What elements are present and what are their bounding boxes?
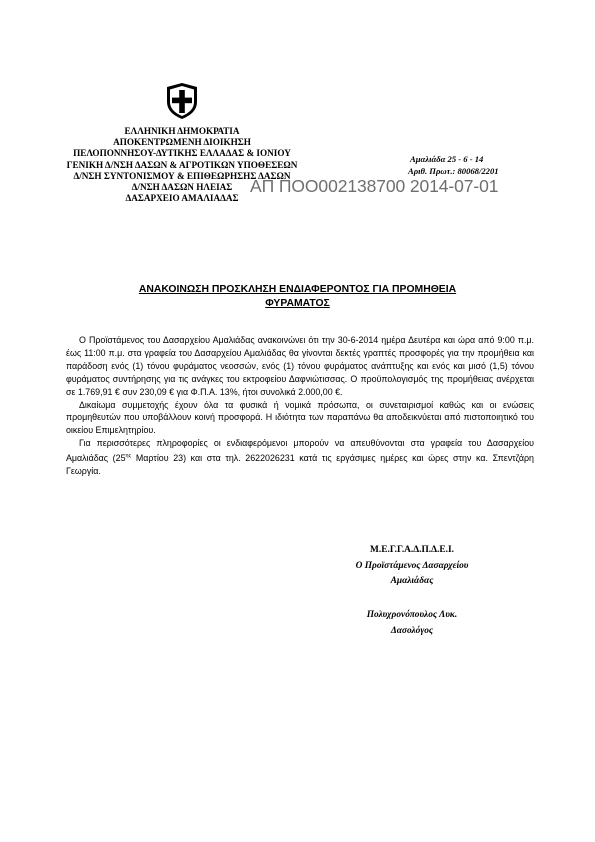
title-line-2: ΦΥΡΑΜΑΤΟΣ: [265, 297, 330, 309]
body-paragraph-3-end: Μαρτίου 23) και στα τηλ. 2622026231 κατά τις εργάσιμες ημέρες και ώρες στην κα. Σπεντζάρη Γεωργία.: [66, 453, 534, 477]
header-line-region: ΠΕΛΟΠΟΝΝΗΣΟΥ-ΔΥΤΙΚΗΣ ΕΛΛΑΔΑΣ & ΙΟΝΙΟΥ: [73, 148, 291, 159]
body-paragraph-1: Ο Προϊστάμενος του Δασαρχείου Αμαλιάδας ανακοινώνει ότι την 30-6-2014 ημέρα Δευτέρα και ώρα από 9:00 π.μ. έως 11:00 π.μ. στα γραφεία του Δασαρχείου Αμαλιάδας θα γίνονται δεκτές γραπτές προσφορές για την προμήθεια και παράδοση ενός (1) τόνου φυράματος νεοσσών, ενός (1) τόνου φυράματος ανάπτυξης και ενός και μισό (1,5) τόνου φυράματος συντήρησης για τις ανάγκες του εκτροφείου Δαφνιώτισσας. Ο προϋπολογισμός της προμήθειας ανέρχεται σε 1.769,91 € συν 230,09 € για Φ.Π.Α. 13%, ήτοι συνολικά 2.000,00 €.: [66, 335, 534, 397]
header-line-general-directorate: ΓΕΝΙΚΗ Δ/ΝΣΗ ΔΑΣΩΝ & ΑΓΡΟΤΙΚΩΝ ΥΠΟΘΕΣΕΩΝ: [66, 159, 298, 170]
signatory-role-line-2: Αμαλιάδας: [390, 576, 434, 587]
header-line-forest-directorate: Δ/ΝΣΗ ΔΑΣΩΝ ΗΛΕΙΑΣ: [131, 182, 233, 193]
date-protocol-block: [408, 154, 538, 177]
header-line-decentralized-admin: ΑΠΟΚΕΝΤΡΩΜΕΝΗ ΔΙΟΙΚΗΣΗ: [113, 137, 251, 148]
announcement-title: [60, 283, 535, 310]
header-line-coordination-directorate: Δ/ΝΣΗ ΣΥΝΤΟΝΙΣΜΟΥ & ΕΠΙΘΕΩΡΗΣΗΣ ΔΑΣΩΝ: [73, 170, 291, 181]
signatory-role-line-1: Ο Προϊστάμενος Δασαρχείου: [355, 560, 469, 571]
protocol-number: Αριθ. Πρωτ.: 80068/2201: [408, 165, 499, 176]
announcement-body: [66, 334, 534, 478]
signatory-position: Δασολόγος: [390, 625, 434, 636]
body-paragraph-3-start: Για περισσότερες πληροφορίες οι ενδιαφερόμενοι μπορούν να απευθύνονται στα γραφεία του Δασαρχείου Αμαλιάδας (25: [66, 438, 534, 464]
header-line-forest-office: ΔΑΣΑΡΧΕΙΟ ΑΜΑΛΙΑΔΑΣ: [125, 193, 239, 204]
body-paragraph-3: [66, 437, 534, 478]
signature-block: [312, 543, 512, 590]
document-date: Αμαλιάδα 25 - 6 - 14: [410, 154, 484, 164]
signatory-org: Μ.Ε.Γ.Γ.Α.Δ.Π.Δ.Ε.Ι.: [370, 545, 454, 555]
ordinal-superscript: ης: [125, 453, 132, 460]
greek-coat-of-arms-icon: [164, 82, 200, 120]
body-paragraph-2: Δικαίωμα συμμετοχής έχουν όλα τα φυσικά ή νομικά πρόσωπα, οι συνεταιρισμοί καθώς και οι ενώσεις προμηθευτών που υποβάλλουν κοινή προσφορά. Η ιδιότητα των παραπάνω θα αποδεικνύεται από πιστοποιητικό του οικείου Επιμελητηρίου.: [66, 399, 534, 436]
signatory-name: Πολυχρονόπουλος Λυκ.: [366, 610, 458, 620]
title-line-1: ΑΝΑΚΟΙΝΩΣΗ ΠΡΟΣΚΛΗΣΗ ΕΝΔΙΑΦΕΡΟΝΤΟΣ ΓΙΑ ΠΡΟΜΗΘΕΙΑ: [138, 284, 457, 295]
header-line-republic: ΕΛΛΗΝΙΚΗ ΔΗΜΟΚΡΑΤΙΑ: [124, 126, 240, 136]
signatory-name-block: [312, 608, 512, 639]
protocol-stamp-watermark: ΑΠ ΠΟΟ002138700 2014-07-01: [250, 176, 499, 196]
